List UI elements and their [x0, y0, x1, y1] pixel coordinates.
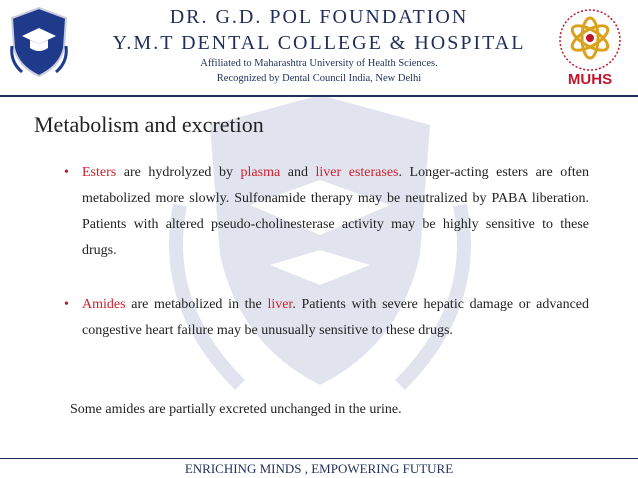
- term-plasma: plasma: [240, 165, 281, 180]
- muhs-logo-icon: [548, 4, 632, 88]
- term-liver: liver: [267, 297, 293, 312]
- recognition-text: Recognized by Dental Council India, New Delhi: [216, 73, 422, 84]
- bullet-text: . Patients with severe hepatic damage or advanced congestive heart failure may be unusually sensitive to these drugs.: [82, 297, 589, 338]
- bullet-list: [62, 160, 589, 344]
- muhs-logo-text: MUHS: [567, 71, 613, 88]
- footer-tagline: ENRICHING MINDS , EMPOWERING FUTURE: [184, 461, 454, 476]
- header-divider: [0, 95, 638, 97]
- bullet-text: are hydrolyzed by: [116, 165, 241, 180]
- bullet-text: are metabolized in the: [125, 297, 268, 312]
- bullet-esters: [62, 160, 589, 264]
- affiliation-text: Affiliated to Maharashtra University of Health Sciences.: [200, 58, 438, 69]
- bullet-text: and: [280, 165, 316, 180]
- foundation-name: DR. G.D. POL FOUNDATION: [169, 6, 469, 28]
- term-amides: Amides: [82, 297, 126, 312]
- term-esters: Esters: [82, 165, 117, 180]
- excretion-note: Some amides are partially excreted unchanged in the urine.: [70, 402, 402, 417]
- footer-divider: [0, 458, 638, 459]
- header: [0, 0, 638, 96]
- bullet-text: . Longer-acting esters are often metabolized more slowly. Sulfonamide therapy may be neutralized by PABA liberation. Patients with altered pseudo-cholinesterase activity may be highly sensitive to these drugs.: [82, 165, 589, 258]
- slide-title: Metabolism and excretion: [34, 112, 264, 137]
- college-name: Y.M.T DENTAL COLLEGE & HOSPITAL: [112, 32, 526, 54]
- term-liver-esterases: liver esterases: [315, 165, 399, 180]
- bullet-amides: [62, 292, 589, 344]
